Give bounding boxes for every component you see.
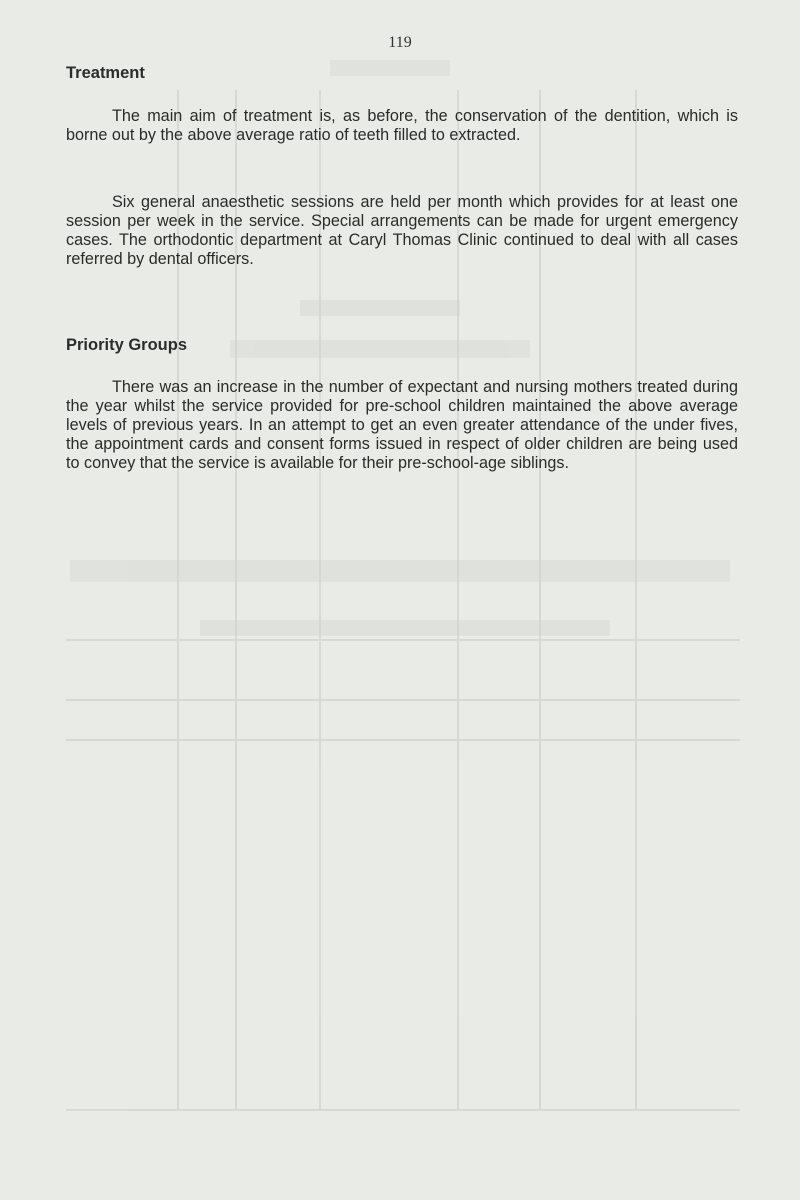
section-heading-treatment: Treatment: [66, 64, 145, 82]
section-heading-priority-groups: Priority Groups: [66, 336, 188, 354]
paragraph-treatment-aim: The main aim of treatment is, as before, the conservation of the dentition, which is borne out by the above average ratio of teeth filled to extracted.: [66, 107, 738, 144]
paragraph-anaesthetic-sessions: Six general anaesthetic sessions are held per month which provides for at least one session per week in the service. Special arrangements can be made for urgent emergency cases. The orthodontic department at Caryl Thomas Clinic continued to deal with all cases referred by dental officers.: [66, 193, 738, 268]
paragraph-priority-groups: There was an increase in the number of expectant and nursing mothers treated during the year whilst the service provided for pre-school children maintained the above average levels of previous years. In an attempt to get an even greater attendance of the under fives, the appointment cards and consent forms issued in respect of older children are being used to convey that the service is available for their pre-school-age siblings.: [66, 378, 738, 472]
page-number: 119: [388, 34, 412, 51]
